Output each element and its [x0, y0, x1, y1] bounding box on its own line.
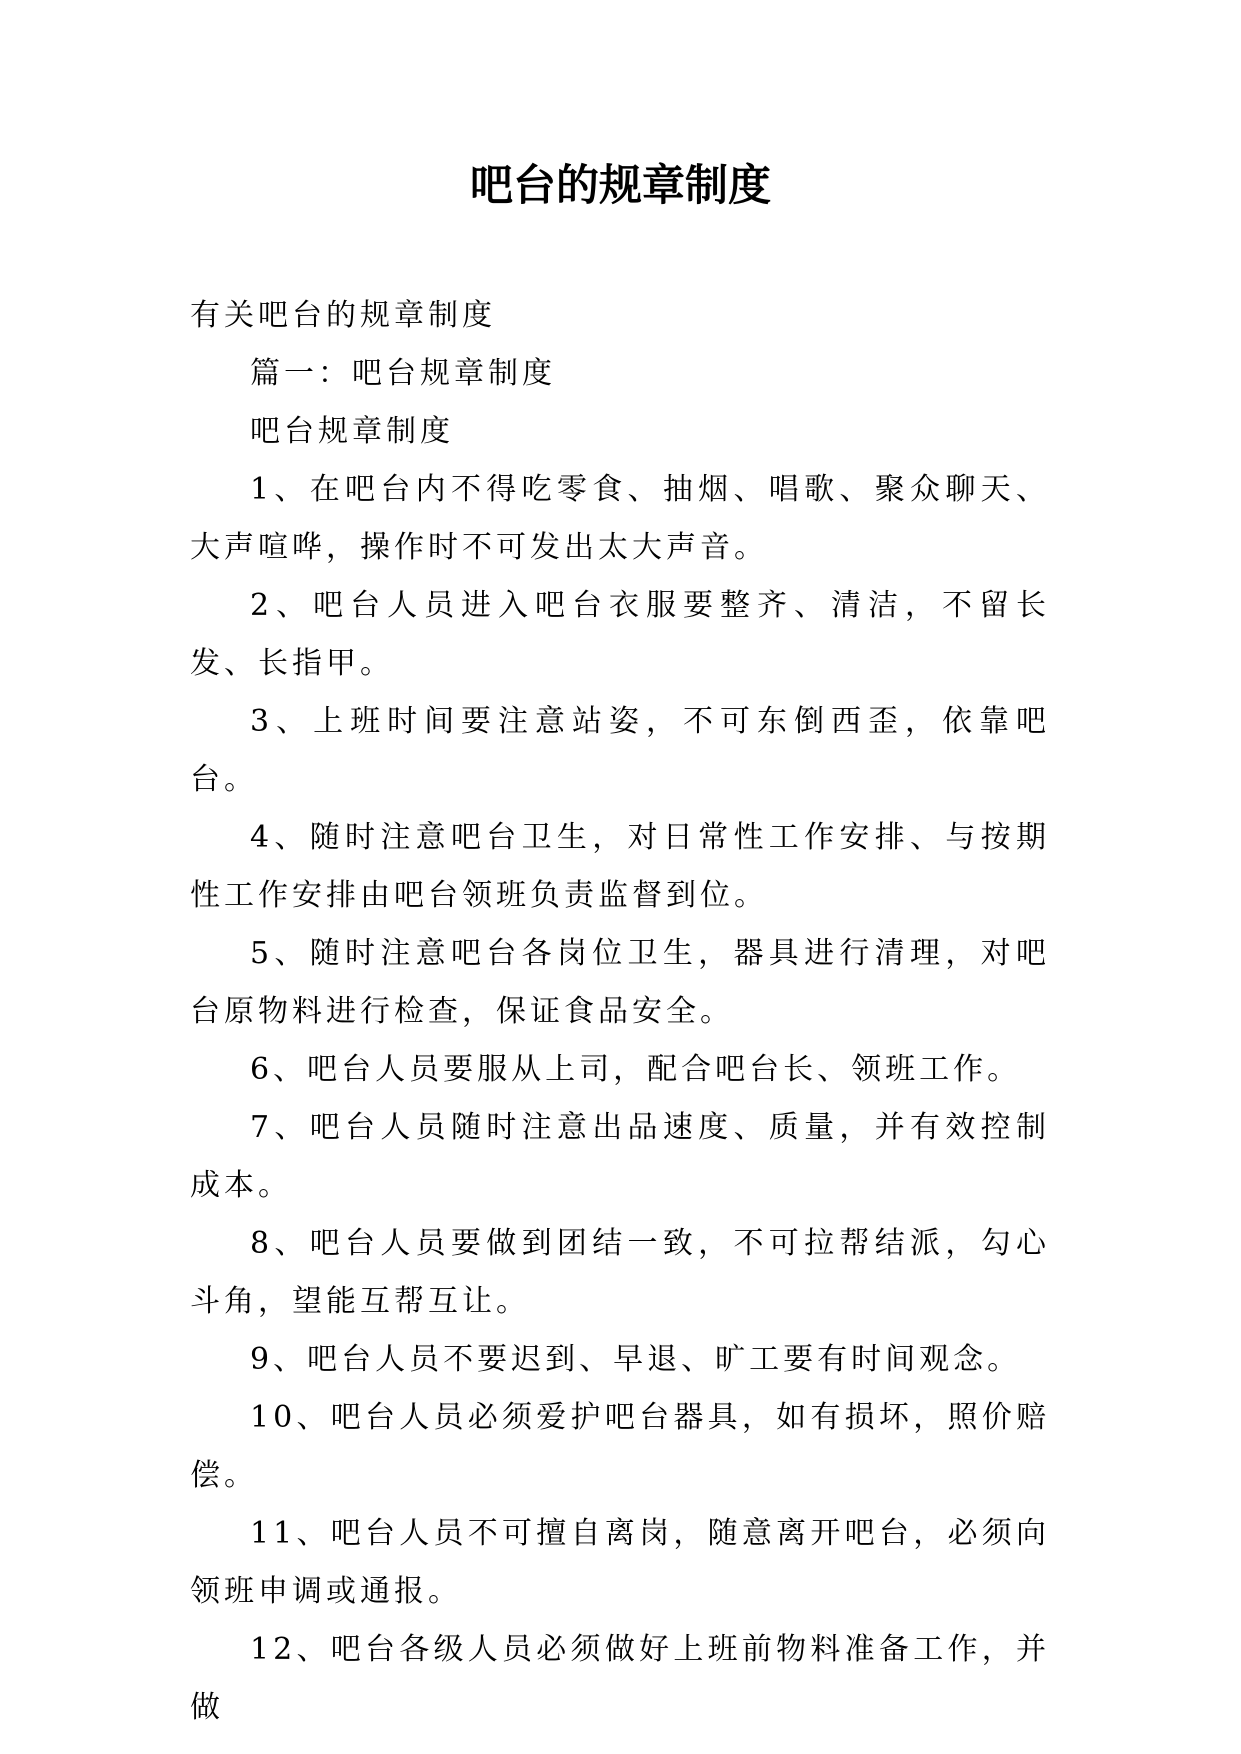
paragraph-rule-4: 4、随时注意吧台卫生，对日常性工作安排、与按期性工作安排由吧台领班负责监督到位。	[190, 820, 1050, 913]
paragraph-rule-9: 9、吧台人员不要迟到、早退、旷工要有时间观念。	[250, 1342, 1022, 1377]
paragraph-subheading: 吧台规章制度	[250, 414, 454, 449]
paragraph-intro: 有关吧台的规章制度	[190, 298, 496, 333]
paragraph-rule-1: 1、在吧台内不得吃零食、抽烟、唱歌、聚众聊天、大声喧哗，操作时不可发出太大声音。	[190, 472, 1050, 565]
paragraph-rule-6: 6、吧台人员要服从上司，配合吧台长、领班工作。	[250, 1052, 1022, 1087]
paragraph-rule-8: 8、吧台人员要做到团结一致，不可拉帮结派，勾心斗角，望能互帮互让。	[190, 1226, 1050, 1319]
paragraph-rule-2: 2、吧台人员进入吧台衣服要整齐、清洁，不留长发、长指甲。	[190, 588, 1050, 681]
paragraph-rule-7: 7、吧台人员随时注意出品速度、质量，并有效控制成本。	[190, 1110, 1050, 1203]
paragraph-rule-12: 12、吧台各级人员必须做好上班前物料准备工作，并做	[190, 1632, 1050, 1725]
paragraph-rule-10: 10、吧台人员必须爱护吧台器具，如有损坏，照价赔偿。	[190, 1400, 1050, 1493]
document-body	[190, 287, 1050, 1737]
document-title: 吧台的规章制度	[470, 161, 771, 211]
paragraph-section-heading: 篇一：吧台规章制度	[250, 356, 556, 391]
paragraph-rule-5: 5、随时注意吧台各岗位卫生，器具进行清理，对吧台原物料进行检查，保证食品安全。	[190, 936, 1050, 1029]
paragraph-rule-11: 11、吧台人员不可擅自离岗，随意离开吧台，必须向领班申调或通报。	[190, 1516, 1050, 1609]
paragraph-rule-3: 3、上班时间要注意站姿，不可东倒西歪，依靠吧台。	[190, 704, 1050, 797]
